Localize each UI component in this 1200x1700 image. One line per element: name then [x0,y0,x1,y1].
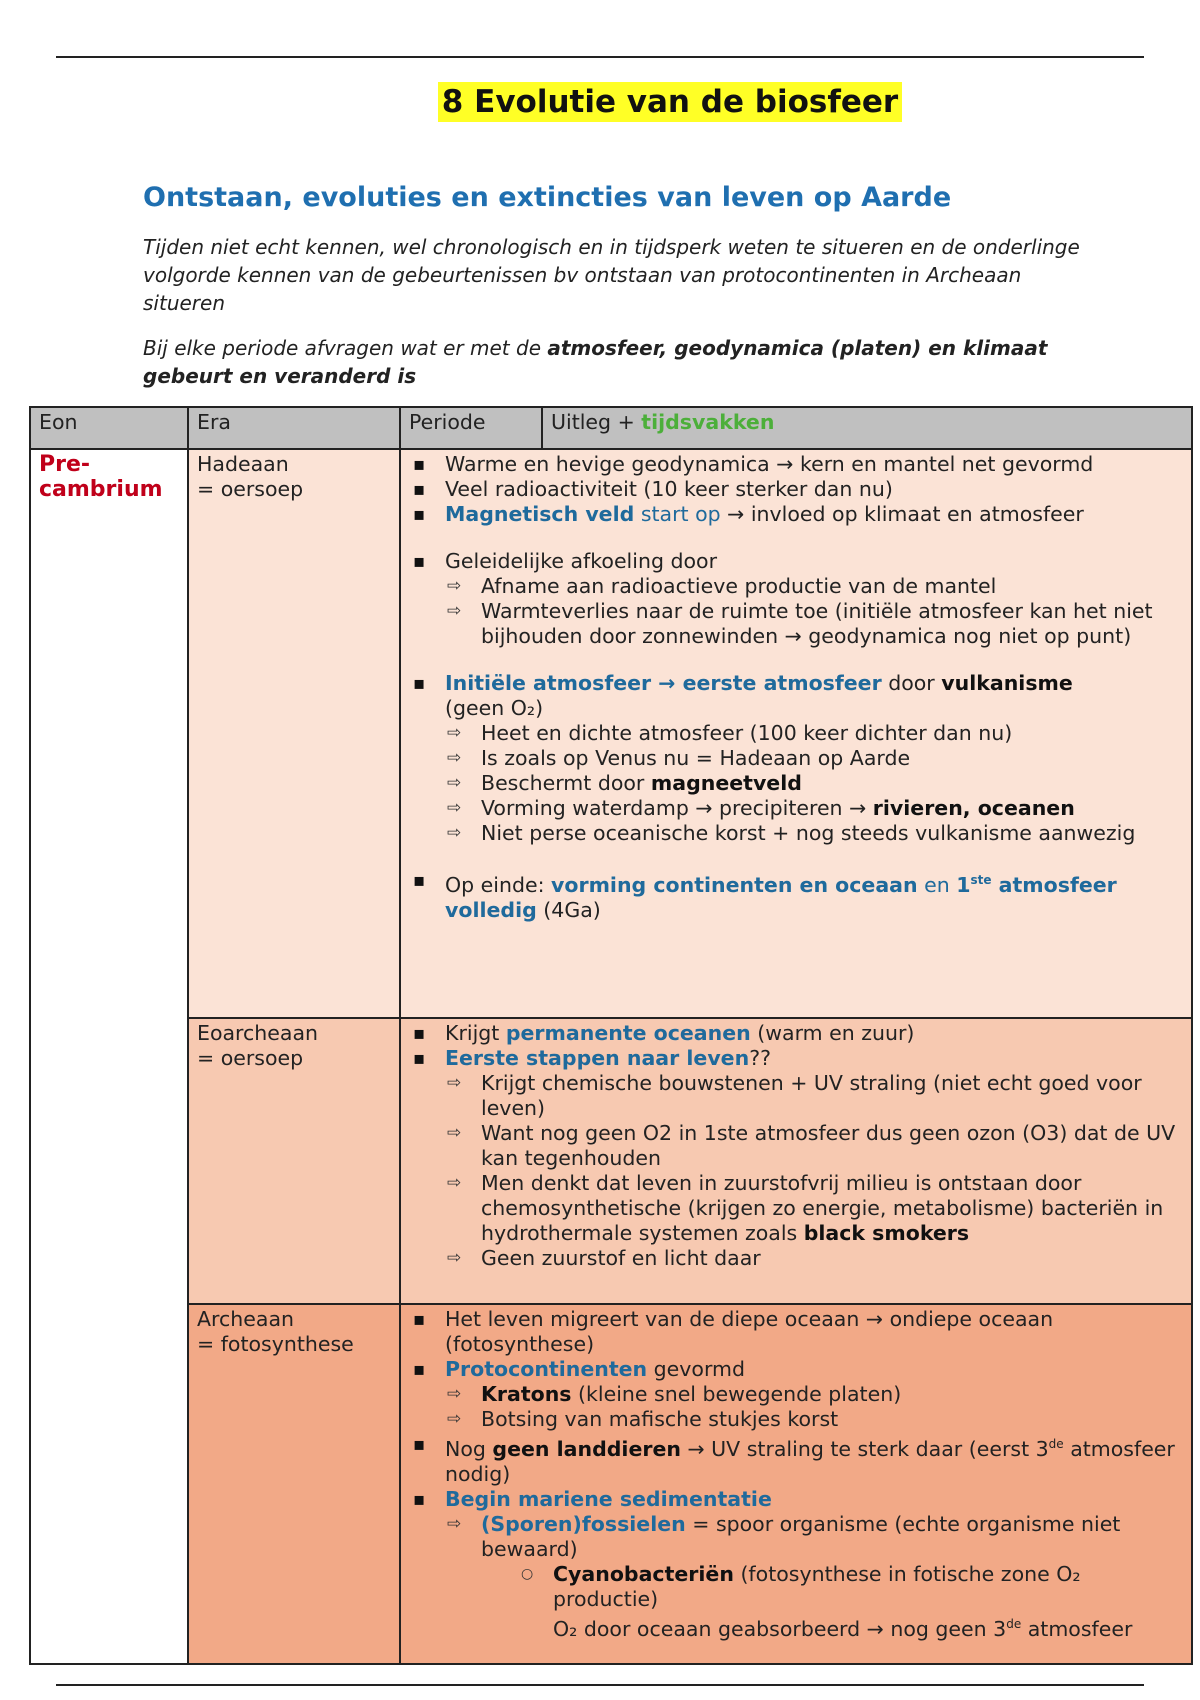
uitleg-hadeaan [400,449,1192,1018]
sub-item [409,1382,1183,1407]
uitleg-archeaan [400,1304,1192,1664]
term-black-smokers: black smokers [803,1221,970,1245]
list-item [409,671,1183,721]
uitleg-eoarcheaan [400,1018,1192,1304]
text: (warm en zuur) [750,1021,915,1045]
term-atmosfeer: Initiële atmosfeer → eerste atmosfeer [445,671,882,695]
superscript: de [1006,1616,1022,1631]
text: atmosfeer nodig) [445,1436,1175,1486]
text: Krijgt [445,1021,506,1045]
era-sub: = oersoep [197,1046,304,1070]
archeaan-list [409,1307,1183,1642]
sub-item: ⇨ Geen zuurstof en licht daar [409,1246,1183,1271]
header-periode: Periode [400,407,542,449]
header-uitleg-green: tijdsvakken [641,410,775,434]
text: (4Ga) [536,897,601,922]
header-eon: Eon [30,407,188,449]
top-rule [56,56,1144,58]
sub-sub-item-continued [409,1612,1183,1642]
text: → UV straling te sterk daar (eerst 3 [680,1436,1049,1461]
superscript: ste [970,873,992,887]
text: → invloed op klimaat en atmosfeer [720,502,1084,526]
sub-item: ⇨ Warmteverlies naar de ruimte toe (initiële atmosfeer kan het niet bijhouden door zonnewinden → geodynamica nog niet op punt) [409,599,1183,649]
term-magnetisch-veld: Magnetisch veld [445,502,635,526]
text: Op einde: [445,872,552,897]
era-archeaan [188,1304,400,1664]
text: Vorming waterdamp → precipiteren → [481,796,873,820]
list-item: ▪ Geleidelijke afkoeling door [409,549,1183,574]
text: ?? [749,1046,771,1070]
eon-line-1: Pre- [39,452,91,477]
list-item [409,1432,1183,1487]
row-archeaan [30,1304,1192,1664]
era-eoarcheaan [188,1018,400,1304]
term-eerste-stappen: Eerste stappen naar leven [445,1046,750,1070]
era-hadeaan [188,449,400,1018]
sub-item [409,771,1183,796]
header-uitleg [542,407,1192,449]
text: en [917,872,957,897]
superscript: de [1048,1437,1064,1451]
term-magneetveld: magneetveld [650,771,802,795]
text: (kleine snel bewegende platen) [571,1382,902,1406]
text: (fotosynthese in fotische zone O₂ productie) [553,1561,1081,1611]
sub-item: ⇨ Afname aan radioactieve productie van de mantel [409,574,1183,599]
term-geen-landdieren: geen landdieren [492,1436,681,1461]
text: = spoor organisme (echte organisme niet bewaard) [481,1511,1121,1561]
era-sub: = oersoep [197,477,304,501]
sub-sub-item [409,1562,1183,1612]
intro-2-text: Bij elke periode afvragen wat er met de [143,336,548,360]
sub-item: ⇨ Want nog geen O2 in 1ste atmosfeer dus geen ozon (O3) dat de UV kan tegenhouden [409,1121,1183,1171]
term-permanente-oceanen: permanente oceanen [505,1021,751,1045]
spacer [409,846,1183,868]
list-item [409,1021,1183,1046]
term-vorming: vorming continenten en oceaan [551,872,918,897]
bottom-rule [56,1684,1144,1686]
text: Men denkt dat leven in zuurstofvrij milieu is ontstaan door chemosynthetische (krijgen zo energie, metabolisme) bacteriën in hydrothermale systemen zoals [481,1171,1164,1245]
term-first: 1 [956,872,971,897]
spacer [409,649,1183,671]
list-item [409,1046,1183,1071]
intro-paragraph-2 [143,334,1103,390]
text: (geen O₂) [445,696,544,720]
section-heading: Ontstaan, evoluties en extincties van leven op Aarde [143,182,952,213]
term-atmosfeer-volledig: atmosfeer volledig [445,872,1117,922]
list-item: ▪ Warme en hevige geodynamica → kern en mantel net gevormd [409,452,1183,477]
intro-paragraph-1: Tijden niet echt kennen, wel chronologisch en in tijdsperk weten te situeren en de onderlinge volgorde kennen van de gebeurtenissen bv ontstaan van protocontinenten in Archeaan situeren [143,235,1080,315]
intro-2-bold: atmosfeer, geodynamica (platen) en klimaat gebeurt en veranderd is [143,336,1048,388]
list-item: ▪ Begin mariene sedimentatie [409,1487,1183,1512]
header-era: Era [188,407,400,449]
table-header-row [30,407,1192,449]
text-start-op: start op [634,502,721,526]
list-item [409,868,1183,923]
text: Beschermt door [481,771,651,795]
list-item: ▪ Veel radioactiviteit (10 keer sterker dan nu) [409,477,1183,502]
term-cyanobacterien: Cyanobacteriën [553,1561,734,1586]
text: O₂ door oceaan geabsorbeerd → nog geen 3 [553,1616,1007,1641]
hadeaan-list [409,452,1183,923]
sub-item: ⇨ Botsing van mafische stukjes korst [409,1407,1183,1432]
text: gevormd [647,1357,746,1381]
page-title: 8 Evolutie van de biosfeer [438,82,902,122]
sub-item [409,1171,1183,1246]
term-protocontinenten: Protocontinenten [445,1357,648,1381]
text: door [881,671,942,695]
spacer [409,527,1183,549]
text: Nog [445,1436,493,1461]
eoarcheaan-list [409,1021,1183,1271]
row-eoarcheaan [30,1018,1192,1304]
sub-item [409,1512,1183,1562]
list-item: ▪ Het leven migreert van de diepe oceaan → ondiepe oceaan (fotosynthese) [409,1307,1183,1357]
sub-item [409,796,1183,821]
term-rivieren-oceanen: rivieren, oceanen [872,796,1075,820]
eon-line-2: cambrium [39,477,163,502]
sub-item: ⇨ Heet en dichte atmosfeer (100 keer dichter dan nu) [409,721,1183,746]
term-kratons: Kratons [481,1382,572,1406]
sub-item: ⇨ Is zoals op Venus nu = Hadeaan op Aarde [409,746,1183,771]
sub-item: ⇨ Niet perse oceanische korst + nog steeds vulkanisme aanwezig [409,821,1183,846]
header-uitleg-text: Uitleg + [551,410,642,434]
era-sub: = fotosynthese [197,1332,354,1356]
eon-precambrium [30,449,188,1664]
term-vulkanisme: vulkanisme [941,671,1073,695]
sub-item: ⇨ Krijgt chemische bouwstenen + UV straling (niet echt goed voor leven) [409,1071,1183,1121]
text: atmosfeer [1021,1616,1133,1641]
era-name: Eoarcheaan [197,1021,319,1045]
list-item [409,1357,1183,1382]
list-item [409,502,1183,527]
era-name: Archeaan [197,1307,294,1331]
eon-era-table [29,406,1193,1665]
term-sporenfossielen: (Sporen)fossielen [481,1511,686,1536]
row-hadeaan [30,449,1192,1018]
title-container [0,82,1200,122]
era-name: Hadeaan [197,452,289,476]
